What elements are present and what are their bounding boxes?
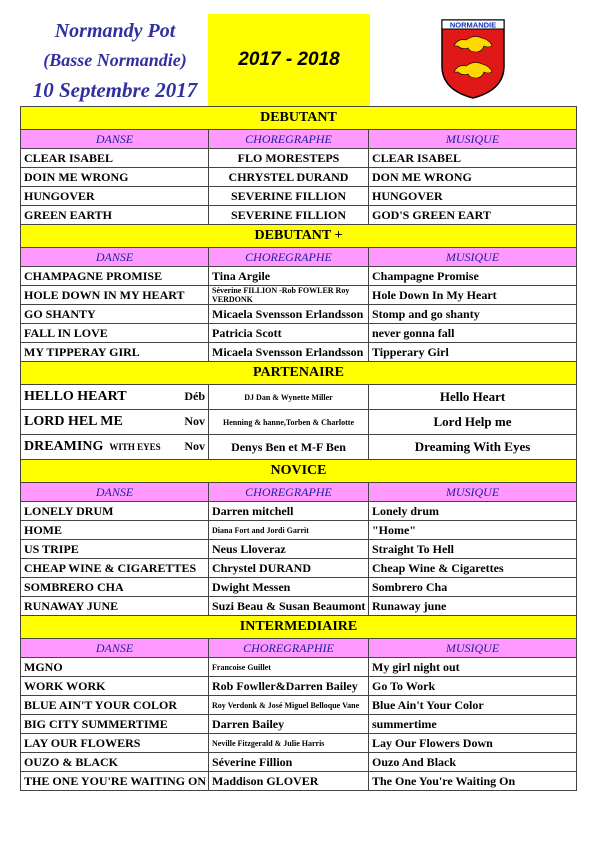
- dance-name: GO SHANTY: [21, 305, 209, 324]
- music-title: summertime: [369, 715, 577, 734]
- table-row: [21, 286, 577, 305]
- dance-name: MY TIPPERAY GIRL: [21, 343, 209, 362]
- music-title: DON ME WRONG: [369, 168, 577, 187]
- column-header-dance: DANSE: [21, 483, 209, 502]
- music-title: Stomp and go shanty: [369, 305, 577, 324]
- dance-name: CLEAR ISABEL: [21, 149, 209, 168]
- table-row: [21, 540, 577, 559]
- crest-label: NORMANDIE: [449, 20, 497, 30]
- table-row: [21, 597, 577, 616]
- section-header-partenaire: [21, 362, 577, 385]
- dance-name: RUNAWAY JUNE: [21, 597, 209, 616]
- music-title: Lonely drum: [369, 502, 577, 521]
- dance-name: THE ONE YOU'RE WAITING ON: [21, 772, 209, 791]
- dance-name: LONELY DRUM: [21, 502, 209, 521]
- dance-name: LAY OUR FLOWERS: [21, 734, 209, 753]
- table-row: [21, 734, 577, 753]
- music-title: Dreaming With Eyes: [369, 435, 577, 460]
- column-header-dance: DANSE: [21, 130, 209, 149]
- table-row: [21, 658, 577, 677]
- music-title: GOD'S GREEN EART: [369, 206, 577, 225]
- column-header-choreographer: CHOREGRAPHE: [209, 130, 369, 149]
- music-title: Runaway june: [369, 597, 577, 616]
- dance-name: FALL IN LOVE: [21, 324, 209, 343]
- season-banner: [208, 14, 370, 106]
- partner-row: [21, 435, 577, 460]
- choreographer: Suzi Beau & Susan Beaumont: [209, 597, 369, 616]
- music-title: never gonna fall: [369, 324, 577, 343]
- choreographer: Micaela Svensson Erlandsson: [209, 305, 369, 324]
- dance-program-table: [20, 106, 577, 791]
- choreographer: FLO MORESTEPS: [209, 149, 369, 168]
- choreographer: Rob Fowller&Darren Bailey: [209, 677, 369, 696]
- table-row: [21, 324, 577, 343]
- column-header-choreographer: CHOREGRAPHE: [209, 248, 369, 267]
- table-row: [21, 187, 577, 206]
- music-title: Ouzo And Black: [369, 753, 577, 772]
- choreographer: Henning & hanne,Torben & Charlotte: [209, 410, 369, 435]
- dance-name: CHAMPAGNE PROMISE: [21, 267, 209, 286]
- table-row: [21, 267, 577, 286]
- column-header-music: MUSIQUE: [369, 248, 577, 267]
- partner-dance-name: HELLO HEART: [24, 389, 127, 404]
- dance-name: MGNO: [21, 658, 209, 677]
- choreographer: Neus Lloveraz: [209, 540, 369, 559]
- column-header-row: [21, 130, 577, 149]
- choreographer: Chrystel DURAND: [209, 559, 369, 578]
- music-title: Tipperary Girl: [369, 343, 577, 362]
- partner-row: [21, 410, 577, 435]
- dance-name: HOLE DOWN IN MY HEART: [21, 286, 209, 305]
- level-badge: Nov: [184, 414, 205, 428]
- music-title: The One You're Waiting On: [369, 772, 577, 791]
- dance-name: [21, 410, 209, 435]
- choreographer: Francoise Guillet: [209, 658, 369, 677]
- section-title: DEBUTANT: [21, 107, 577, 130]
- choreographer: Denys Ben et M-F Ben: [209, 435, 369, 460]
- normandie-crest-icon: [440, 18, 506, 100]
- region-subtitle: (Basse Normandie): [43, 50, 187, 70]
- dance-name: [21, 385, 209, 410]
- level-badge: Déb: [184, 389, 205, 403]
- dance-name: HUNGOVER: [21, 187, 209, 206]
- dance-name: BLUE AIN'T YOUR COLOR: [21, 696, 209, 715]
- music-title: Go To Work: [369, 677, 577, 696]
- event-date: 10 Septembre 2017: [32, 78, 198, 102]
- table-row: [21, 677, 577, 696]
- choreographer: Darren mitchell: [209, 502, 369, 521]
- choreographer: Darren Bailey: [209, 715, 369, 734]
- column-header-choreographer: CHOREGRAPHE: [209, 483, 369, 502]
- section-header-novice: [21, 460, 577, 483]
- table-row: [21, 753, 577, 772]
- table-row: [21, 559, 577, 578]
- music-title: Champagne Promise: [369, 267, 577, 286]
- section-title: DEBUTANT +: [21, 225, 577, 248]
- music-title: Straight To Hell: [369, 540, 577, 559]
- music-title: Hole Down In My Heart: [369, 286, 577, 305]
- choreographer: SEVERINE FILLION: [209, 206, 369, 225]
- music-title: "Home": [369, 521, 577, 540]
- column-header-dance: DANSE: [21, 639, 209, 658]
- choreographer: Dwight Messen: [209, 578, 369, 597]
- table-row: [21, 715, 577, 734]
- choreographer: Tina Argile: [209, 267, 369, 286]
- table-row: [21, 696, 577, 715]
- music-title: Blue Ain't Your Color: [369, 696, 577, 715]
- choreographer: Patricia Scott: [209, 324, 369, 343]
- column-header-music: MUSIQUE: [369, 130, 577, 149]
- dance-name: CHEAP WINE & CIGARETTES: [21, 559, 209, 578]
- table-row: [21, 521, 577, 540]
- section-title: PARTENAIRE: [21, 362, 577, 385]
- partner-dance-name: LORD HEL ME: [24, 414, 123, 429]
- choreographer: Séverine FILLION -Rob FOWLER Roy VERDONK: [209, 286, 369, 305]
- level-badge: Nov: [184, 439, 205, 453]
- choreographer: CHRYSTEL DURAND: [209, 168, 369, 187]
- choreographer: Maddison GLOVER: [209, 772, 369, 791]
- table-row: [21, 168, 577, 187]
- music-title: Lay Our Flowers Down: [369, 734, 577, 753]
- season-text: 2017 - 2018: [238, 49, 340, 70]
- dance-name: OUZO & BLACK: [21, 753, 209, 772]
- section-header-debutant: [21, 107, 577, 130]
- dance-name: SOMBRERO CHA: [21, 578, 209, 597]
- column-header-music: MUSIQUE: [369, 483, 577, 502]
- music-title: HUNGOVER: [369, 187, 577, 206]
- choreographer: Séverine Fillion: [209, 753, 369, 772]
- dance-name: HOME: [21, 521, 209, 540]
- table-row: [21, 206, 577, 225]
- section-title: INTERMEDIAIRE: [21, 616, 577, 639]
- choreographer: Micaela Svensson Erlandsson: [209, 343, 369, 362]
- choreographer: Neville Fitzgerald & Julie Harris: [209, 734, 369, 753]
- table-row: [21, 772, 577, 791]
- column-header-dance: DANSE: [21, 248, 209, 267]
- table-row: [21, 578, 577, 597]
- music-title: Hello Heart: [369, 385, 577, 410]
- table-row: [21, 149, 577, 168]
- table-row: [21, 502, 577, 521]
- dance-name: GREEN EARTH: [21, 206, 209, 225]
- music-title: My girl night out: [369, 658, 577, 677]
- column-header-row: [21, 248, 577, 267]
- column-header-row: [21, 639, 577, 658]
- table-row: [21, 305, 577, 324]
- music-title: Lord Help me: [369, 410, 577, 435]
- column-header-choreographer: CHOREGRAPHIE: [209, 639, 369, 658]
- dance-name: DOIN ME WRONG: [21, 168, 209, 187]
- dance-name: [21, 435, 209, 460]
- music-title: Cheap Wine & Cigarettes: [369, 559, 577, 578]
- section-title: NOVICE: [21, 460, 577, 483]
- venue-title: Normandy Pot: [54, 20, 176, 42]
- music-title: CLEAR ISABEL: [369, 149, 577, 168]
- choreographer: DJ Dan & Wynette Miller: [209, 385, 369, 410]
- section-header-intermediaire: [21, 616, 577, 639]
- partner-row: [21, 385, 577, 410]
- table-row: [21, 343, 577, 362]
- column-header-row: [21, 483, 577, 502]
- section-header-debutant_plus: [21, 225, 577, 248]
- dance-name: US TRIPE: [21, 540, 209, 559]
- dance-name: WORK WORK: [21, 677, 209, 696]
- choreographer: SEVERINE FILLION: [209, 187, 369, 206]
- choreographer: Diana Fort and Jordi Garrit: [209, 521, 369, 540]
- partner-dance-name: DREAMING: [24, 439, 104, 454]
- dance-name: BIG CITY SUMMERTIME: [21, 715, 209, 734]
- column-header-music: MUSIQUE: [369, 639, 577, 658]
- dance-name-suffix: WITH EYES: [109, 442, 161, 452]
- choreographer: Roy Verdonk & José Miguel Belloque Vane: [209, 696, 369, 715]
- music-title: Sombrero Cha: [369, 578, 577, 597]
